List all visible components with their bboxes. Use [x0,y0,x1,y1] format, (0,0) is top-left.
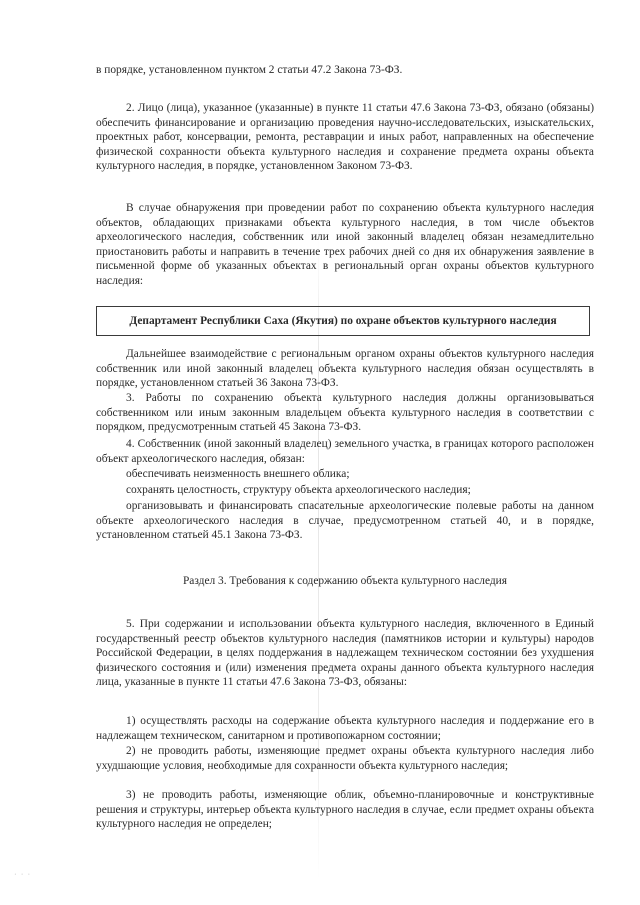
paragraph-4-item-c: организовывать и финансировать спасательные археологические полевые работы на данном объекте археологического наследия в случае, предусмотренном статьей 40, и в порядке, установленном статьей 45.1 Закона 73-ФЗ. [96,500,594,542]
paragraph-5: 5. При содержании и использовании объекта культурного наследия, включенного в Единый государственный реестр объектов культурного наследия (памятников истории и культуры) народов Российской Федерации, в целях поддержания в надлежащем техническом состоянии без ухудшения физического состояния и (или) изменения предмета охраны данного объекта культурного наследия лица, указанные в пункте 11 статьи 47.6 Закона 73-ФЗ, обязаны: [96,618,594,689]
paragraph-2: 2. Лицо (лица), указанное (указанные) в пункте 11 статьи 47.6 Закона 73-ФЗ, обязано (обязаны) обеспечить финансирование и организацию проведения научно-исследовательских, изыскательских, проектных работ, консервации, ремонта, реставрации и иных работ, направленных на обеспечение физической сохранности объекта культурного наследия и сохранение предмета охраны объекта культурного наследия, в порядке, установленном Законом 73-ФЗ. [96,102,594,173]
paragraph-5-item-2: 2) не проводить работы, изменяющие предмет охраны объекта культурного наследия либо ухудшающие условия, необходимые для сохранности объекта культурного наследия; [96,745,594,772]
organization-name: Департамент Республики Саха (Якутия) по охране объектов культурного наследия [129,315,557,327]
paragraph-4-item-a: обеспечивать неизменность внешнего облика; [126,468,350,480]
paragraph-5-item-3: 3) не проводить работы, изменяющие облик, объемно-планировочные и конструктивные решения и структуры, интерьер объекта культурного наследия в случае, если предмет охраны объекта культурного наследия не определен; [96,789,594,831]
section-3-title: Раздел 3. Требования к содержанию объекта культурного наследия [182,575,508,587]
paragraph-continuation: в порядке, установленном пунктом 2 статьи 47.2 Закона 73-ФЗ. [96,64,403,76]
organization-box [96,306,590,336]
scan-margin-artifact: ⋅ ⋅ ⋅ [14,870,32,879]
paragraph-5-item-1: 1) осуществлять расходы на содержание объекта культурного наследия и поддержание его в надлежащем техническом, санитарном и противопожарном состоянии; [96,715,594,742]
paragraph-4-item-b: сохранять целостность, структуру объекта археологического наследия; [126,484,471,496]
paragraph-3: 3. Работы по сохранению объекта культурного наследия должны организовываться собственником или иным законным владельцем объекта культурного наследия в соответствии с порядком, предусмотренным статьей 45 Закона 73-ФЗ. [96,392,594,434]
paragraph-further-interaction: Дальнейшее взаимодействие с региональным органом охраны объектов культурного наследия собственник или иной законный владелец объекта культурного наследия обязан осуществлять в порядке, установленном статьей 36 Закона 73-ФЗ. [96,348,594,390]
paragraph-detection: В случае обнаружения при проведении работ по сохранению объекта культурного наследия объектов, обладающих признаками объекта культурного наследия, в том числе объектов археологического наследия, собственник или иной законный владелец обязан незамедлительно приостановить работы и направить в течение трех рабочих дней со дня их обнаружения заявление в письменной форме об указанных объектах в региональный орган охраны объектов культурного наследия: [96,202,594,287]
scan-fold-line [318,240,319,880]
paragraph-4: 4. Собственник (иной законный владелец) земельного участка, в границах которого расположен объект археологического наследия, обязан: [96,438,594,465]
